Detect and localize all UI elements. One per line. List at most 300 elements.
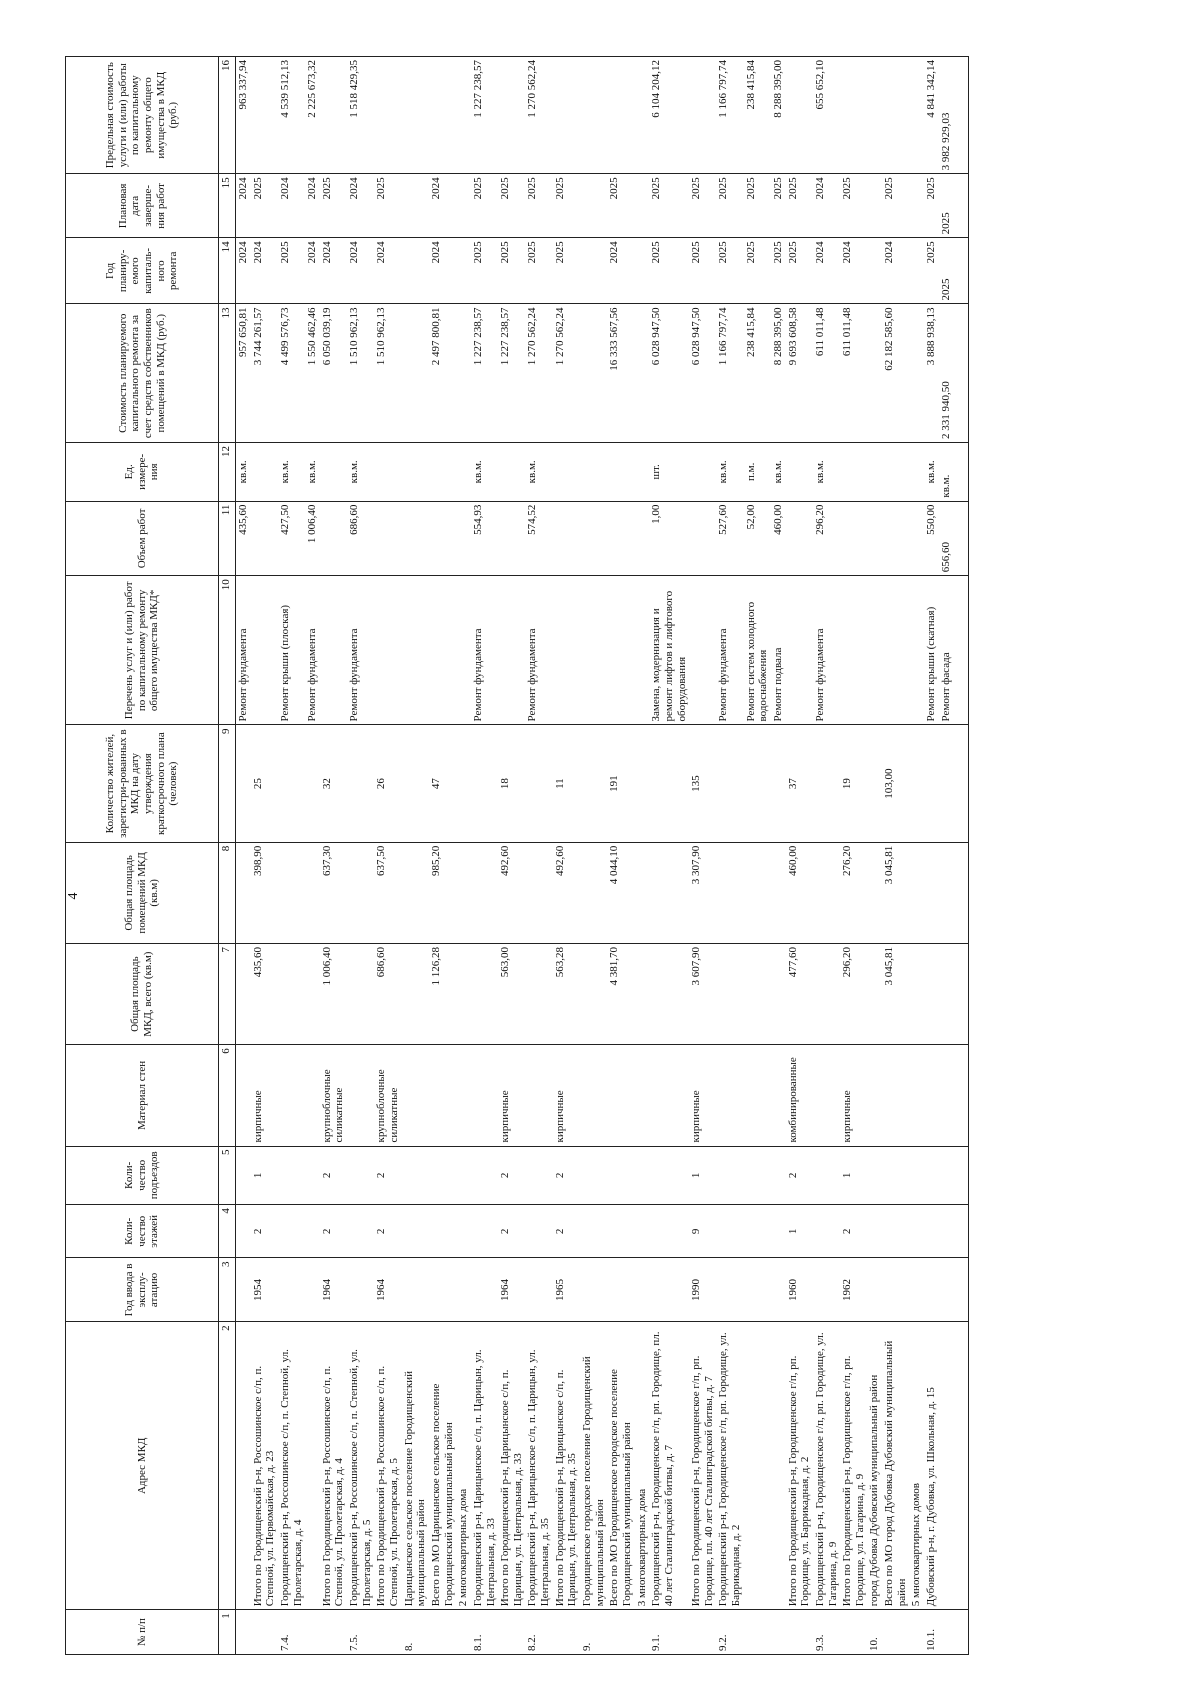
table-row-cell: 8 288 395,00: [771, 57, 786, 174]
table-row-cell: [580, 304, 607, 443]
table-row-cell: 1: [689, 1146, 716, 1205]
table-row: [580, 57, 607, 1655]
table-row-cell: 2025: [771, 174, 786, 238]
table-row-cell: [716, 725, 743, 842]
table-row-cell: [429, 501, 456, 576]
table-row-cell: [525, 1258, 552, 1322]
table-row-cell: 191: [607, 725, 634, 842]
table-row-cell: 10.1.: [924, 1610, 939, 1655]
table-row-cell: 1 227 238,57: [498, 304, 525, 443]
table-row-cell: [867, 57, 882, 174]
header-row-cell: № п/п: [66, 1610, 219, 1655]
table-row-cell: 2025: [498, 174, 525, 238]
table-row-cell: 3 307,90: [689, 842, 716, 943]
table-row-cell: 611 011,48: [840, 304, 867, 443]
table-row-cell: [744, 1610, 771, 1655]
column-number-row: [219, 57, 236, 1655]
table-row-cell: Ремонт подвала: [771, 576, 786, 725]
table-row-cell: [456, 238, 471, 304]
table-row: [649, 57, 689, 1655]
table-row-cell: 563,28: [553, 944, 580, 1045]
table-row-cell: [635, 1205, 650, 1258]
table-row: [882, 57, 909, 1655]
table-row-cell: [635, 1146, 650, 1205]
table-row-cell: [813, 1146, 840, 1205]
table-row-cell: [456, 725, 471, 842]
table-row-cell: [649, 944, 689, 1045]
table-row-cell: [251, 1610, 278, 1655]
table-row-cell: [236, 1045, 251, 1146]
table-row-cell: кв.м.: [236, 443, 251, 502]
table-row-cell: 2 331 940,50: [939, 304, 969, 443]
header-row-cell: Стоимость планируемого капитального ремонта за счет средств собственников помещений в МКД (руб.): [66, 304, 219, 443]
table-row-cell: 2024: [278, 174, 305, 238]
table-row-cell: Итого по Городищенский р-н, Городищенское г/п, рп. Городище, пл. 40 лет Сталинградской битвы, д. 7: [689, 1322, 716, 1610]
table-row-cell: 2: [251, 1205, 278, 1258]
table-row-cell: кв.м.: [771, 443, 786, 502]
table-row-cell: Ремонт фундамента: [813, 576, 840, 725]
table-row-cell: 2024: [251, 238, 278, 304]
table-row-cell: [236, 1205, 251, 1258]
table-row-cell: [924, 842, 939, 943]
table-row: [456, 57, 471, 1655]
table-row-cell: [924, 1045, 939, 1146]
table-row-cell: [649, 1205, 689, 1258]
table-row-cell: Городищенское городское поселение Городищенский муниципальный район: [580, 1322, 607, 1610]
table-row-cell: [786, 1610, 813, 1655]
table-row-cell: [278, 1258, 305, 1322]
table-row: [813, 57, 840, 1655]
table-row-cell: 1965: [553, 1258, 580, 1322]
table-row-cell: [347, 944, 374, 1045]
table-row-cell: 3 607,90: [689, 944, 716, 1045]
table-row-cell: [635, 1045, 650, 1146]
table-row-cell: [716, 1146, 743, 1205]
table-row-cell: 62 182 585,60: [882, 304, 909, 443]
table-row-cell: Итого по Городищенский р-н, Царицынское с/п, п. Царицын, ул. Центральная, д. 35: [553, 1322, 580, 1610]
table-row-cell: 2025: [924, 238, 939, 304]
table-row-cell: кирпичные: [689, 1045, 716, 1146]
table-row-cell: 2024: [429, 238, 456, 304]
table-row-cell: 2 многоквартирных дома: [456, 1322, 471, 1610]
table-row-cell: кирпичные: [553, 1045, 580, 1146]
table-row-cell: [909, 576, 924, 725]
table-row-cell: [402, 842, 429, 943]
table-row-cell: 8.: [402, 1610, 429, 1655]
table-row-cell: [771, 725, 786, 842]
table-row-cell: [840, 576, 867, 725]
table-row-cell: 16 333 567,56: [607, 304, 634, 443]
table-row-cell: 2025: [251, 174, 278, 238]
table-row-cell: 9.: [580, 1610, 607, 1655]
table-row-cell: 52,00: [744, 501, 771, 576]
table-row-cell: [456, 57, 471, 174]
table-row-cell: крупноблочные силикатные: [320, 1045, 347, 1146]
table-row-cell: [498, 576, 525, 725]
table-row-cell: [882, 1146, 909, 1205]
table-row-cell: [939, 1205, 969, 1258]
table-row-cell: Городищенский р-н, Россошинское с/п, п. Степной, ул. Пролетарская, д. 4: [278, 1322, 305, 1610]
table-row-cell: [278, 1146, 305, 1205]
table-row-cell: [867, 1146, 882, 1205]
table-row-cell: [402, 1205, 429, 1258]
table-row-cell: Ремонт крыши (плоская): [278, 576, 305, 725]
table-row-cell: [744, 1258, 771, 1322]
table-row-cell: 2025: [553, 238, 580, 304]
table-row-cell: [429, 1146, 456, 1205]
table-row-cell: [840, 1610, 867, 1655]
table-row-cell: [580, 174, 607, 238]
table-row-cell: [813, 725, 840, 842]
table-row-cell: [939, 1258, 969, 1322]
table-row-cell: 1: [251, 1146, 278, 1205]
table-row-cell: 2024: [429, 174, 456, 238]
table-row-cell: [580, 842, 607, 943]
table-row-cell: 4 539 512,13: [278, 57, 305, 174]
table-row-cell: [580, 725, 607, 842]
table-row-cell: [771, 1610, 786, 1655]
table-row-cell: 2: [498, 1146, 525, 1205]
table-row-cell: Городищенский р-н, Царицынское с/п, п. Царицын, ул. Центральная, д. 35: [525, 1322, 552, 1610]
table-row-cell: [939, 1146, 969, 1205]
table-row-cell: 2025: [525, 174, 552, 238]
table-row-cell: [471, 1205, 498, 1258]
table-row-cell: [607, 501, 634, 576]
table-row-cell: 2024: [236, 174, 251, 238]
table-row-cell: 2025: [374, 174, 401, 238]
column-number-row-cell: 5: [219, 1146, 236, 1205]
header-row-cell: Ед. измере-ния: [66, 443, 219, 502]
table-row-cell: [402, 238, 429, 304]
table-row-cell: Ремонт фасада: [939, 576, 969, 725]
table-row-cell: [429, 1258, 456, 1322]
table-row-cell: 435,60: [236, 501, 251, 576]
table-row-cell: 637,50: [374, 842, 401, 943]
table-row-cell: 1964: [320, 1258, 347, 1322]
table-row-cell: [867, 501, 882, 576]
table-row-cell: [689, 576, 716, 725]
table-row-cell: 957 650,81: [236, 304, 251, 443]
table-row-cell: кирпичные: [840, 1045, 867, 1146]
table-row-cell: 6 028 947,50: [689, 304, 716, 443]
table-row: [402, 57, 429, 1655]
table-row-cell: [471, 1045, 498, 1146]
header-row-cell: Год планиру-емого капиталь-ного ремонта: [66, 238, 219, 304]
table-row-cell: [939, 725, 969, 842]
table-row-cell: 2025: [744, 238, 771, 304]
table-row-cell: 2025: [649, 174, 689, 238]
table-row-cell: 2024: [813, 238, 840, 304]
column-number-row-cell: 6: [219, 1045, 236, 1146]
table-row-cell: [744, 944, 771, 1045]
table-row-cell: [456, 944, 471, 1045]
table-row-cell: [840, 501, 867, 576]
table-row-cell: [909, 238, 924, 304]
table-row-cell: [909, 501, 924, 576]
table-row-cell: [786, 443, 813, 502]
table-row-cell: [867, 842, 882, 943]
table-row-cell: 296,20: [840, 944, 867, 1045]
table-row-cell: [635, 842, 650, 943]
table-row-cell: [867, 1205, 882, 1258]
table-row-cell: 9.3.: [813, 1610, 840, 1655]
table-row-cell: [347, 1205, 374, 1258]
table-row-cell: 686,60: [374, 944, 401, 1045]
table-row-cell: [251, 57, 278, 174]
table-row-cell: [924, 1205, 939, 1258]
table-row: [236, 57, 251, 1655]
table-row-cell: [635, 57, 650, 174]
table-row-cell: [635, 238, 650, 304]
table-row-cell: 9: [689, 1205, 716, 1258]
table-row-cell: 1 227 238,57: [471, 57, 498, 174]
header-row-cell: Адрес МКД: [66, 1322, 219, 1610]
table-row-cell: 1 510 962,13: [347, 304, 374, 443]
table-row-cell: 2024: [305, 174, 320, 238]
table-row-cell: [278, 1045, 305, 1146]
table-row-cell: [251, 576, 278, 725]
table-row: [716, 57, 743, 1655]
table-row-cell: [402, 944, 429, 1045]
table-row-cell: [786, 501, 813, 576]
table-row: [278, 57, 305, 1655]
table-row: [498, 57, 525, 1655]
table-row-cell: [771, 1205, 786, 1258]
header-row-cell: Коли-чество этажей: [66, 1205, 219, 1258]
column-number-row-cell: 10: [219, 576, 236, 725]
table-row-cell: [580, 443, 607, 502]
table-row-cell: [347, 842, 374, 943]
table-row-cell: [607, 443, 634, 502]
table-row-cell: [939, 944, 969, 1045]
column-number-row-cell: 9: [219, 725, 236, 842]
table-row-cell: [429, 1205, 456, 1258]
table-row: [374, 57, 401, 1655]
table-row-cell: [635, 1610, 650, 1655]
table-row-cell: [320, 576, 347, 725]
table-row-cell: [786, 57, 813, 174]
table-row-cell: 2: [320, 1205, 347, 1258]
table-row-cell: [635, 725, 650, 842]
table-row-cell: [909, 944, 924, 1045]
table-row-cell: [867, 174, 882, 238]
table-row-cell: 2025: [939, 174, 969, 238]
table-row-cell: 460,00: [771, 501, 786, 576]
table-row-cell: [771, 1146, 786, 1205]
table-row-cell: 2: [840, 1205, 867, 1258]
table-row-cell: [305, 1258, 320, 1322]
table-row-cell: [882, 576, 909, 725]
table-row-cell: [909, 1205, 924, 1258]
table-row-cell: [716, 1045, 743, 1146]
table-row-cell: 2025: [786, 238, 813, 304]
table-row-cell: [278, 944, 305, 1045]
column-number-row-cell: 8: [219, 842, 236, 943]
table-row: [429, 57, 456, 1655]
table-row-cell: 4 381,70: [607, 944, 634, 1045]
table-row-cell: 2: [553, 1146, 580, 1205]
table-row-cell: [689, 501, 716, 576]
table-row-cell: 238 415,84: [744, 57, 771, 174]
page-number: 4: [66, 892, 81, 900]
table-row-cell: 8.1.: [471, 1610, 498, 1655]
table-row-cell: [429, 57, 456, 174]
table-row-cell: [607, 1205, 634, 1258]
table-row-cell: Замена, модернизация и ремонт лифтов и лифтового оборудования: [649, 576, 689, 725]
table-row-cell: [840, 57, 867, 174]
table-row-cell: [924, 1146, 939, 1205]
table-row-cell: 3 многоквартирных дома: [635, 1322, 650, 1610]
table-row-cell: [402, 725, 429, 842]
table-row-cell: [456, 576, 471, 725]
table-row-cell: [236, 944, 251, 1045]
table-row-cell: 1990: [689, 1258, 716, 1322]
table-row-cell: [939, 1610, 969, 1655]
table-row-cell: 554,93: [471, 501, 498, 576]
table-row-cell: 2024: [840, 238, 867, 304]
table-row-cell: [813, 842, 840, 943]
header-row-cell: Год ввода в эксплу-атацию: [66, 1258, 219, 1322]
table-row-cell: Всего по МО Царицынское сельское поселение Городищенский муниципальный район: [429, 1322, 456, 1610]
table-row-cell: [689, 443, 716, 502]
table-row-cell: [456, 1205, 471, 1258]
table-row-cell: [278, 842, 305, 943]
table-row-cell: [402, 501, 429, 576]
table-row-cell: 9.2.: [716, 1610, 743, 1655]
table-row-cell: [744, 725, 771, 842]
table-row-cell: [320, 443, 347, 502]
table-row-cell: [744, 1205, 771, 1258]
table-row-cell: 2024: [320, 238, 347, 304]
table-row-cell: [909, 725, 924, 842]
table-row-cell: [251, 501, 278, 576]
table-row-cell: Итого по Городищенский р-н, Городищенское г/п, рп. Городище, ул. Гагарина, д. 9: [840, 1322, 867, 1610]
table-row-cell: [456, 174, 471, 238]
table-row-cell: кв.м.: [471, 443, 498, 502]
table-row-cell: [402, 57, 429, 174]
table-row-cell: [744, 1045, 771, 1146]
table-row-cell: 26: [374, 725, 401, 842]
table-row-cell: 135: [689, 725, 716, 842]
table-row-cell: 103,00: [882, 725, 909, 842]
table-row-cell: 435,60: [251, 944, 278, 1045]
table-row-cell: [716, 1205, 743, 1258]
table-row-cell: 2025: [498, 238, 525, 304]
table-row-cell: [278, 1205, 305, 1258]
table-row-cell: 655 652,10: [813, 57, 840, 174]
header-row: [66, 57, 219, 1655]
table-row-cell: 7.4.: [278, 1610, 305, 1655]
header-row-cell: Материал стен: [66, 1045, 219, 1146]
table-row-cell: [374, 501, 401, 576]
table-row-cell: 427,50: [278, 501, 305, 576]
table-row-cell: [607, 1146, 634, 1205]
table-row-cell: [607, 57, 634, 174]
table-row-cell: [771, 1258, 786, 1322]
table-row-cell: Дубовский р-н, г. Дубовка, ул. Школьная, д. 15: [924, 1322, 939, 1610]
table-row-cell: 8 288 395,00: [771, 304, 786, 443]
table-row-cell: [635, 443, 650, 502]
table-row-cell: 2025: [689, 174, 716, 238]
table-row-cell: 1 518 429,35: [347, 57, 374, 174]
table-row-cell: 963 337,94: [236, 57, 251, 174]
table-row-cell: [553, 576, 580, 725]
table-row-cell: Городищенский р-н, Царицынское с/п, п. Царицын, ул. Центральная, д. 33: [471, 1322, 498, 1610]
table-row-cell: 2: [498, 1205, 525, 1258]
table-row-cell: [909, 443, 924, 502]
table-row-cell: 2025: [840, 174, 867, 238]
table-row-cell: 9 693 608,58: [786, 304, 813, 443]
table-row-cell: 3 744 261,57: [251, 304, 278, 443]
table-row-cell: 563,00: [498, 944, 525, 1045]
table-row-cell: [525, 725, 552, 842]
table-row: [744, 57, 771, 1655]
table-row: [251, 57, 278, 1655]
table-row-cell: Городищенский р-н, Россошинское с/п, п. Степной, ул. Пролетарская, д. 5: [347, 1322, 374, 1610]
table-row-cell: Всего по МО Городищенское городское поселение Городищенский муниципальный район: [607, 1322, 634, 1610]
table-row-cell: [580, 501, 607, 576]
table-row-cell: [909, 174, 924, 238]
table-row-cell: 276,20: [840, 842, 867, 943]
table-row-cell: Ремонт фундамента: [236, 576, 251, 725]
column-number-row-cell: 3: [219, 1258, 236, 1322]
table-row-cell: 2024: [347, 174, 374, 238]
column-number-row-cell: 13: [219, 304, 236, 443]
table-row-cell: 19: [840, 725, 867, 842]
table-row-cell: кв.м.: [939, 443, 969, 502]
table-row-cell: [553, 501, 580, 576]
table-row-cell: [607, 1258, 634, 1322]
table-row-cell: [347, 1258, 374, 1322]
table-row-cell: 985,20: [429, 842, 456, 943]
table-row-cell: 1 227 238,57: [471, 304, 498, 443]
table-row-cell: Итого по Городищенский р-н, Россошинское с/п, п. Степной, ул. Пролетарская, д. 4: [320, 1322, 347, 1610]
table-row-cell: 3 982 929,03: [939, 57, 969, 174]
table-row-cell: 2024: [813, 174, 840, 238]
table-row-cell: 2025: [786, 174, 813, 238]
table-row-cell: 2: [786, 1146, 813, 1205]
table-row-cell: кв.м.: [924, 443, 939, 502]
table-row-cell: [580, 1146, 607, 1205]
table-row-cell: [347, 725, 374, 842]
header-row-cell: Коли-чество подъездов: [66, 1146, 219, 1205]
table-row-cell: комбинированные: [786, 1045, 813, 1146]
table-row-cell: [402, 304, 429, 443]
header-row-cell: Общая площадь МКД, всего (кв.м): [66, 944, 219, 1045]
table-row-cell: [649, 725, 689, 842]
table-row-cell: Городищенский р-н, Городищенское г/п, рп. Городище, пл. 40 лет Сталинградской битвы, д. 7: [649, 1322, 689, 1610]
table-row-cell: [374, 576, 401, 725]
table-row-cell: [867, 304, 882, 443]
table-row-cell: [689, 57, 716, 174]
table-row-cell: [939, 1045, 969, 1146]
table-row-cell: Ремонт фундамента: [347, 576, 374, 725]
table-row-cell: 8.2.: [525, 1610, 552, 1655]
table-row-cell: [909, 304, 924, 443]
table-row-cell: 1964: [498, 1258, 525, 1322]
table-row-cell: 1: [786, 1205, 813, 1258]
table-row-cell: 2 225 673,32: [305, 57, 320, 174]
table-row-cell: 574,52: [525, 501, 552, 576]
table-row-cell: Ремонт фундамента: [305, 576, 320, 725]
table-row-cell: [402, 1045, 429, 1146]
table-row-cell: [456, 304, 471, 443]
table-row-cell: шт.: [649, 443, 689, 502]
table-row-cell: [924, 725, 939, 842]
table-row-cell: [498, 57, 525, 174]
table-row-cell: 4 499 576,73: [278, 304, 305, 443]
table-row-cell: 1 270 562,24: [525, 57, 552, 174]
